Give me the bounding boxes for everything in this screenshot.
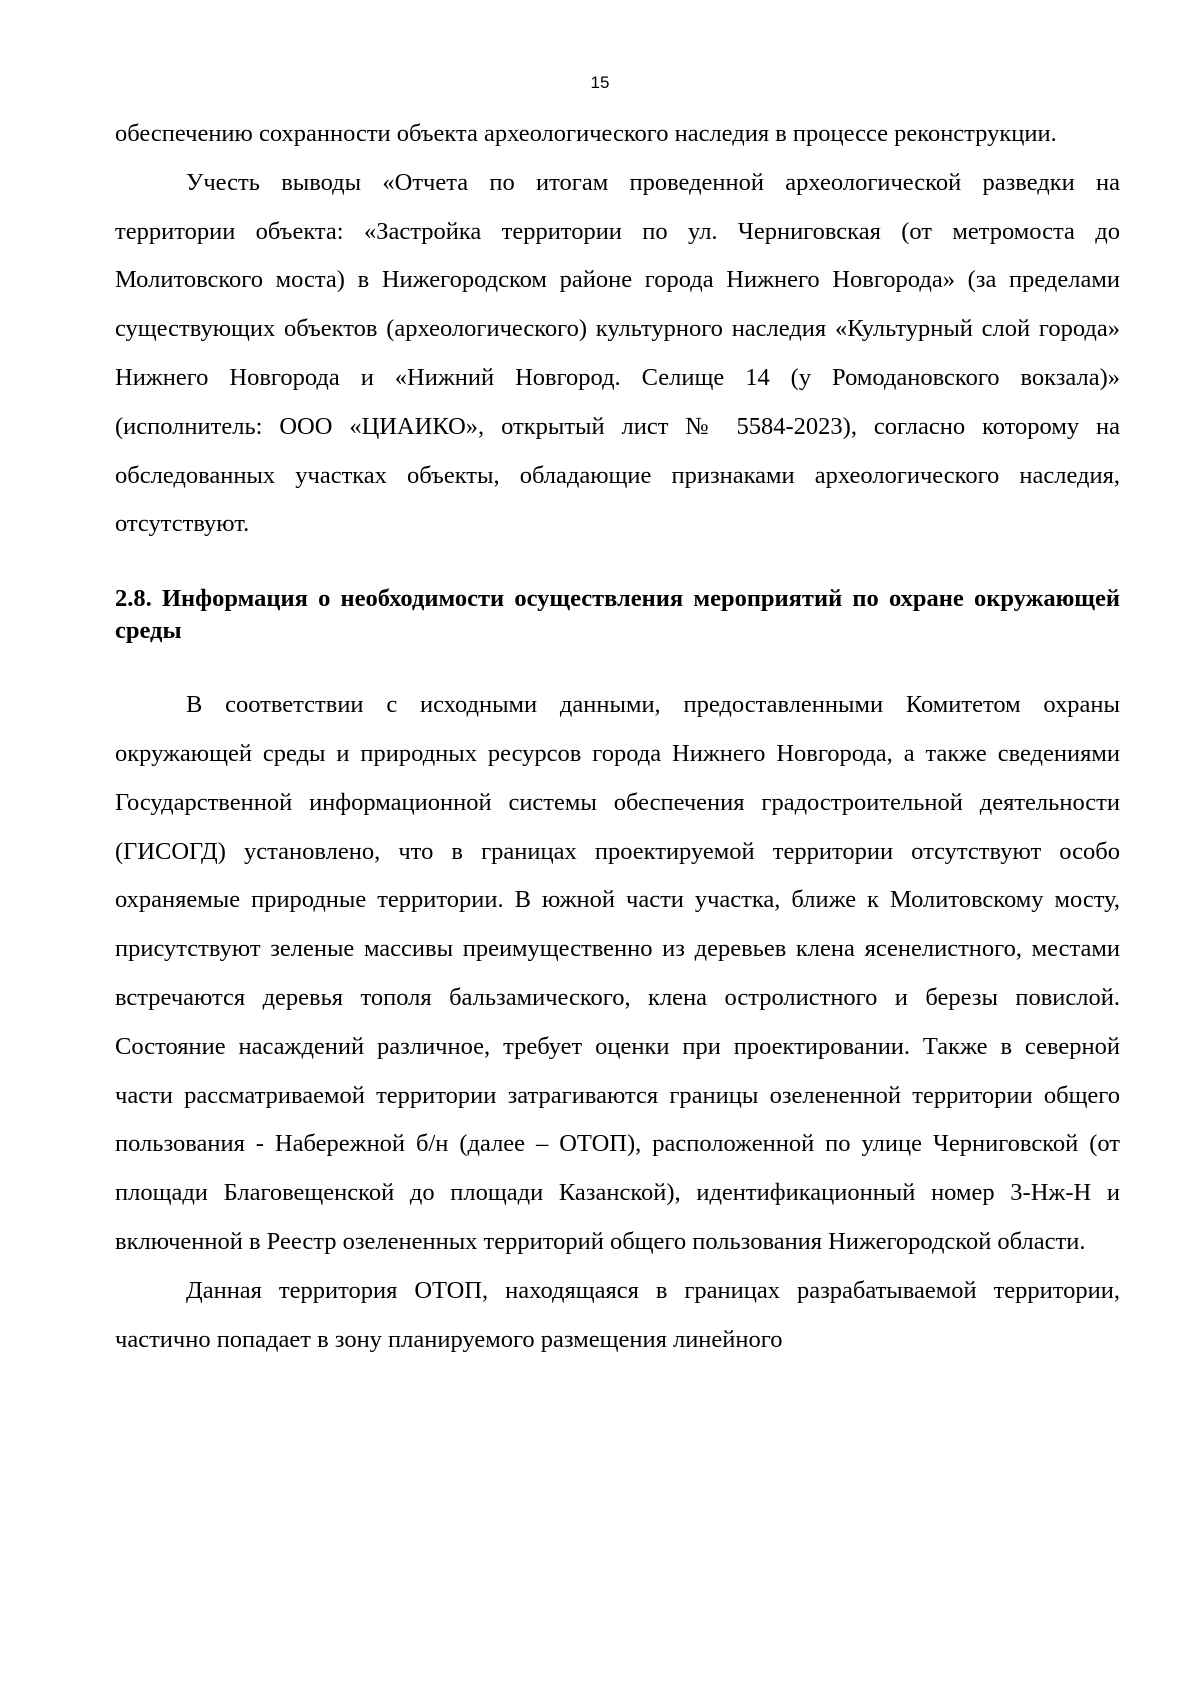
paragraph-otop: Данная территория ОТОП, находящаяся в границах разрабатываемой территории, частично попадает в зону планируемого размещения линейного <box>115 1276 1120 1353</box>
document-body <box>115 110 1120 1364</box>
paragraph-archaeology-report: Учесть выводы «Отчета по итогам проведенной археологической разведки на территории объекта: «Застройка территории по ул. Черниговская (от метромоста до Молитовского моста) в Нижегородском районе города Нижнего Новгорода» (за пределами существующих объектов (археологического) культурного наследия «Культурный слой города» Нижнего Новгорода и «Нижний Новгород. Селище 14 (у Ромодановского вокзала)» (исполнитель: ООО «ЦИАИКО», открытый лист № 5584-2023), согласно которому на обследованных участках объекты, обладающие признаками археологического наследия, отсутствуют. <box>115 168 1120 538</box>
page-number: 15 <box>590 73 610 92</box>
section-heading-2-8: 2.8. Информация о необходимости осуществления мероприятий по охране окружающей среды <box>115 585 1120 645</box>
paragraph-environment: В соответствии с исходными данными, предоставленными Комитетом охраны окружающей среды и природных ресурсов города Нижнего Новгорода, а также сведениями Государственной информационной системы обеспечения градостроительной деятельности (ГИСОГД) установлено, что в границах проектируемой территории отсутствуют особо охраняемые природные территории. В южной части участка, ближе к Молитовскому мосту, присутствуют зеленые массивы преимущественно из деревьев клена ясенелистного, местами встречаются деревья тополя бальзамического, клена остролистного и березы повислой. Состояние насаждений различное, требует оценки при проектировании. Также в северной части рассматриваемой территории затрагиваются границы озелененной территории общего пользования - Набережной б/н (далее – ОТОП), расположенной по улице Черниговской (от площади Благовещенской до площади Казанской), идентификационный номер 3-Нж-Н и включенной в Реестр озелененных территорий общего пользования Нижегородской области. <box>115 691 1120 1255</box>
paragraph-continuation: обеспечению сохранности объекта археологического наследия в процессе реконструкции. <box>115 120 1057 147</box>
